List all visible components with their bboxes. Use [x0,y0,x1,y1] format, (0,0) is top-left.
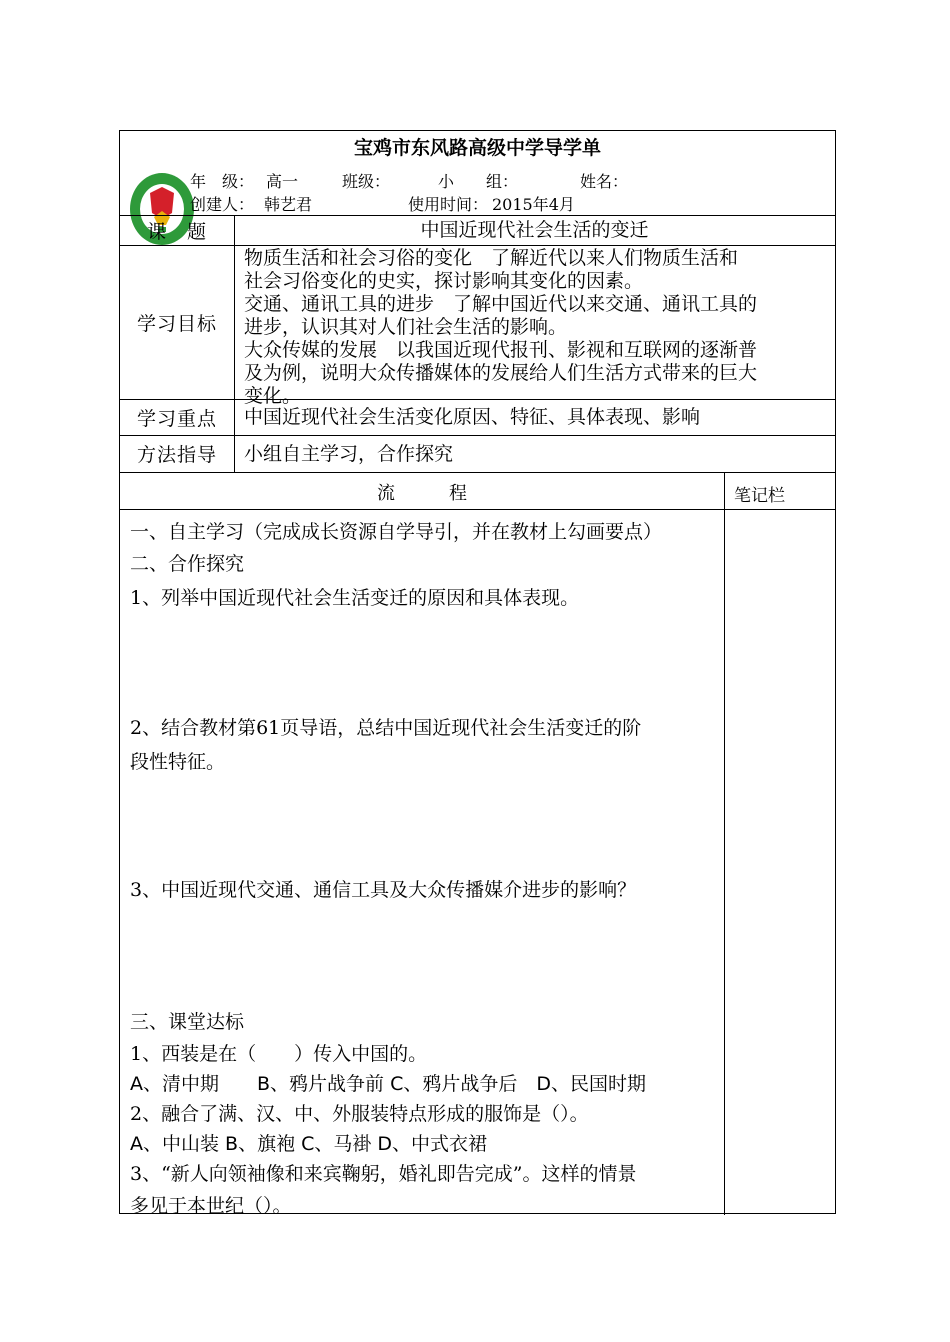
grade-label: 年 级： [190,172,255,191]
page-title: 宝鸡市东风路高级中学导学单 [353,137,601,159]
question-1: 1、列举中国近现代社会生活变迁的原因和具体表现。 [130,587,580,609]
time-value: 2015年4月 [492,195,575,214]
question-2: 2、结合教材第61页导语，总结中国近现代社会生活变迁的阶 [130,717,642,739]
creator-label: 创建人： [190,195,255,214]
focus-label: 学习重点 [136,407,217,430]
goals-line: 物质生活和社会习俗的变化 了解近代以来人们物质生活和 [244,247,739,269]
goals-line: 大众传媒的发展 以我国近现代报刊、影视和互联网的逐渐普 [244,339,758,361]
goals-text [244,247,827,408]
goals-line: 社会习俗变化的史实，探讨影响其变化的因素。 [244,270,644,292]
goals-line: 进步，认识其对人们社会生活的影响。 [244,316,568,338]
topic-value: 中国近现代社会生活的变迁 [420,219,649,241]
focus-value: 中国近现代社会生活变化原因、特征、具体表现、影响 [244,406,701,428]
method-label: 方法指导 [136,444,217,466]
time-label: 使用时间： [408,195,489,214]
quiz-3-cont: 多见于本世纪（）。 [130,1195,292,1217]
quiz-2-options: A、中山装 B、旗袍 C、马褂 D、中式衣裙 [130,1133,488,1155]
method-value: 小组自主学习，合作探究 [244,443,454,465]
question-3: 3、中国近现代交通、通信工具及大众传播媒介进步的影响？ [130,879,637,901]
quiz-1: 1、西装是在（ ）传入中国的。 [130,1043,428,1065]
class-label: 班级： [342,172,391,191]
name-label: 姓名： [580,172,629,191]
group-label: 小 组： [438,172,519,191]
topic-label: 课 题 [146,220,207,243]
section-self-study: 一、自主学习（完成成长资源自学导引，并在教材上勾画要点） [130,521,663,543]
section-assessment: 三、课堂达标 [130,1011,245,1033]
creator-value: 韩艺君 [264,195,313,214]
quiz-1-options: A、清中期 B、鸦片战争前 C、鸦片战争后 D、民国时期 [130,1073,646,1095]
question-2-cont: 段性特征。 [130,751,226,773]
process-header: 流 程 [377,483,467,504]
quiz-2: 2、融合了满、汉、中、外服装特点形成的服饰是（）。 [130,1103,589,1125]
study-guide-sheet [119,130,836,1217]
section-cooperation: 二、合作探究 [130,553,245,575]
notes-header: 笔记栏 [734,486,785,506]
goals-label: 学习目标 [136,312,217,335]
goals-line: 变化。 [244,385,302,407]
goals-line: 交通、通讯工具的进步 了解中国近代以来交通、通讯工具的 [244,293,758,315]
grade-value: 高一 [266,172,299,191]
quiz-3: 3、“新人向领袖像和来宾鞠躬，婚礼即告完成”。这样的情景 [130,1163,637,1185]
goals-line: 及为例，说明大众传播媒体的发展给人们生活方式带来的巨大 [244,362,758,384]
